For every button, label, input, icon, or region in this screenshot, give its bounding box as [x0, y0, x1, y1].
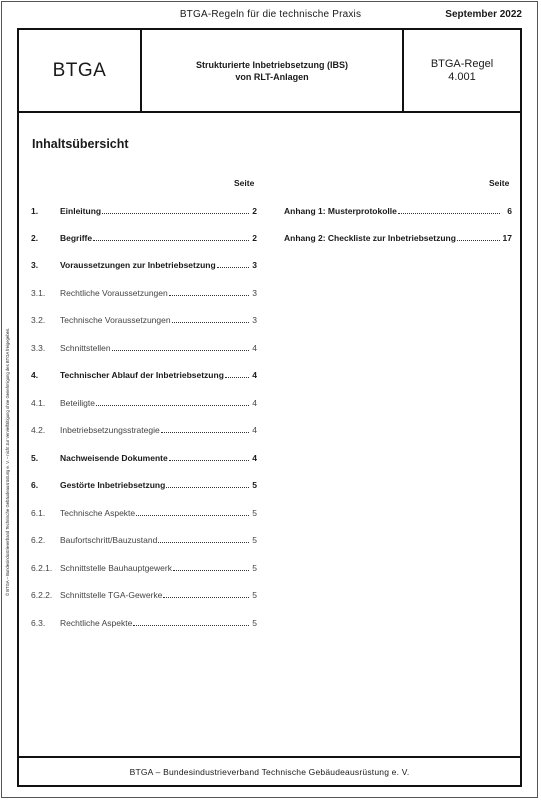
toc-entry-title: Technische Aspekte: [60, 508, 136, 518]
document-header: [19, 30, 520, 113]
document-title: [142, 30, 404, 111]
toc-entry-page: 4: [252, 425, 257, 435]
toc-leader-dots: [158, 542, 249, 543]
toc-leader-dots: [112, 350, 249, 351]
toc-leader-dots: [169, 295, 249, 296]
copyright-side-note: © BTGA – Bundesindustrieverband Technische Gebäudeausrüstung e. V. – nicht zur Vervielfältigung ohne Genehmigung des BTGA freigegeben.: [5, 327, 10, 596]
toc-entry: [31, 506, 257, 518]
toc-entry-page: 5: [252, 480, 257, 490]
toc-leader-dots: [169, 460, 249, 461]
toc-entry: [31, 423, 257, 435]
toc-leader-dots: [172, 322, 249, 323]
page-column-label-left: Seite: [234, 178, 255, 188]
toc-entry-number: 3.2.: [31, 315, 46, 325]
toc-appendix-entry: [284, 231, 512, 243]
toc-entry-title: Baufortschritt/Bauzustand: [60, 535, 158, 545]
toc-entry-title: Einleitung: [60, 206, 102, 216]
toc-entry-title: Technischer Ablauf der Inbetriebsetzung: [60, 370, 224, 380]
toc-entry-title: Schnittstelle Bauhauptgewerk: [60, 563, 172, 573]
toc-entry-number: 1.: [31, 206, 39, 216]
toc-entry: [31, 341, 257, 353]
toc-entry-page: 5: [252, 618, 257, 628]
toc-entry-number: 6.1.: [31, 508, 46, 518]
toc-entry-page: 4: [252, 370, 257, 380]
toc-entry: [31, 533, 257, 545]
document-frame: [17, 28, 522, 787]
toc-entry-title: Inbetriebsetzungsstrategie: [60, 425, 160, 435]
toc-entry: [31, 231, 257, 243]
toc-leader-dots: [93, 240, 249, 241]
toc-entry-number: 4.2.: [31, 425, 46, 435]
toc-entry-number: 6.: [31, 480, 39, 490]
toc-entry-page: 2: [252, 233, 257, 243]
toc-entry-number: 4.: [31, 370, 39, 380]
toc-heading: Inhaltsübersicht: [32, 137, 129, 151]
toc-entry-title: Begriffe: [60, 233, 93, 243]
toc-leader-dots: [102, 213, 249, 214]
toc-entry-page: 3: [252, 260, 257, 270]
toc-leader-dots: [217, 267, 249, 268]
toc-entry-page: 4: [252, 453, 257, 463]
toc-leader-dots: [96, 405, 249, 406]
toc-entry-page: 4: [252, 343, 257, 353]
toc-entry-title: Schnittstelle TGA-Gewerke: [60, 590, 163, 600]
toc-leader-dots: [457, 240, 500, 241]
toc-entry-number: 3.: [31, 260, 39, 270]
toc-entry-number: 4.1.: [31, 398, 46, 408]
toc-entry: [31, 258, 257, 270]
toc-entry-title: Schnittstellen: [60, 343, 111, 353]
toc-entry-page: 5: [252, 535, 257, 545]
toc-entry-title: Gestörte Inbetriebsetzung: [60, 480, 166, 490]
rule-label: BTGA-Regel: [430, 57, 494, 70]
toc-appendix-page: 17: [502, 233, 512, 243]
toc-entry-number: 6.2.: [31, 535, 46, 545]
toc-entry-number: 3.3.: [31, 343, 46, 353]
toc-entry: [31, 204, 257, 216]
toc-appendix-page: 6: [507, 206, 512, 216]
series-title: BTGA-Regeln für die technische Praxis: [179, 9, 362, 20]
toc-entry: [31, 368, 257, 380]
toc-entry: [31, 396, 257, 408]
toc-entry-page: 5: [252, 563, 257, 573]
rule-id: [404, 30, 520, 111]
toc-leader-dots: [136, 515, 249, 516]
toc-leader-dots: [166, 487, 249, 488]
toc-entry-title: Technische Voraussetzungen: [60, 315, 171, 325]
toc-leader-dots: [398, 213, 500, 214]
toc-entry-page: 3: [252, 315, 257, 325]
toc-entry-number: 5.: [31, 453, 39, 463]
toc-leader-dots: [161, 432, 249, 433]
toc-entry-title: Rechtliche Voraussetzungen: [60, 288, 168, 298]
toc-entry-number: 6.2.1.: [31, 563, 53, 573]
toc-leader-dots: [173, 570, 249, 571]
toc-entry-page: 5: [252, 508, 257, 518]
toc-entry-title: Voraussetzungen zur Inbetriebsetzung: [60, 260, 216, 270]
toc-entry-page: 4: [252, 398, 257, 408]
page-footer: BTGA – Bundesindustrieverband Technische Gebäudeausrüstung e. V.: [19, 756, 520, 785]
btga-logo: BTGA: [19, 30, 142, 111]
toc-entry-title: Rechtliche Aspekte: [60, 618, 133, 628]
toc-appendix-title: Anhang 2: Checkliste zur Inbetriebsetzung: [284, 233, 456, 243]
publication-date: September 2022: [445, 9, 522, 20]
toc-leader-dots: [163, 597, 249, 598]
toc-leader-dots: [133, 625, 249, 626]
toc-entry-title: Beteiligte: [60, 398, 95, 408]
toc-entry-title: Nachweisende Dokumente: [60, 453, 168, 463]
toc-entry: [31, 561, 257, 573]
toc-appendix-title: Anhang 1: Musterprotokolle: [284, 206, 397, 216]
document-title-line2: von RLT-Anlagen: [235, 71, 309, 82]
toc-entry: [31, 313, 257, 325]
toc-entry: [31, 286, 257, 298]
toc-entry: [31, 616, 257, 628]
toc-entry-number: 2.: [31, 233, 39, 243]
toc-entry: [31, 588, 257, 600]
toc-entry: [31, 478, 257, 490]
toc-entry: [31, 451, 257, 463]
document-title-line1: Strukturierte Inbetriebsetzung (IBS): [195, 59, 348, 70]
toc-entry-number: 3.1.: [31, 288, 46, 298]
toc-entry-number: 6.3.: [31, 618, 46, 628]
rule-number: 4.001: [448, 70, 476, 83]
toc-entry-number: 6.2.2.: [31, 590, 53, 600]
toc-entry-page: 2: [252, 206, 257, 216]
toc-entry-page: 5: [252, 590, 257, 600]
toc-entry-page: 3: [252, 288, 257, 298]
page-column-label-right: Seite: [489, 178, 510, 188]
toc-leader-dots: [225, 377, 249, 378]
toc-appendix-entry: [284, 204, 512, 216]
